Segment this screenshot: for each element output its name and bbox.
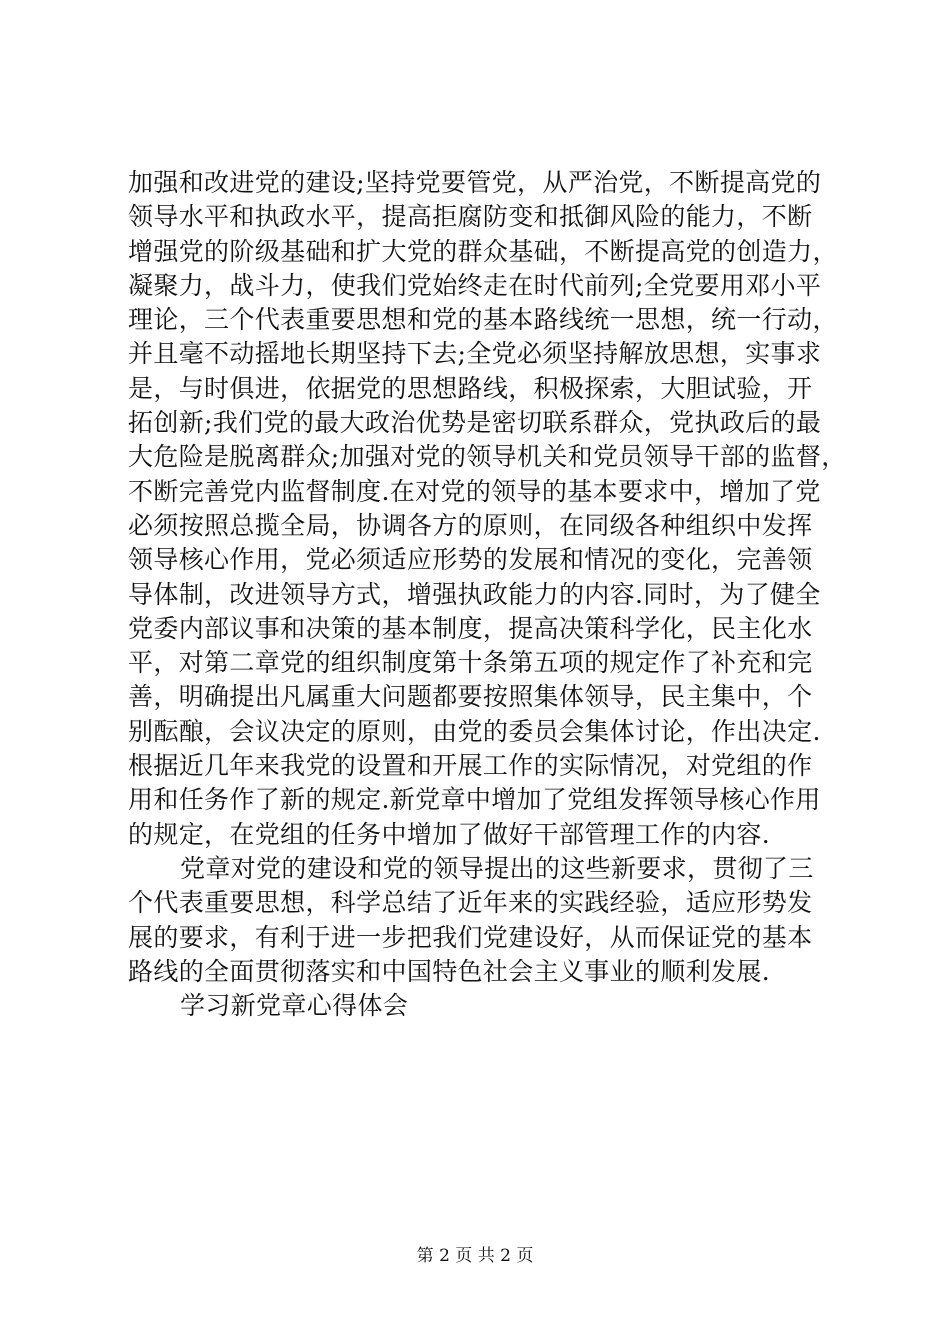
text-line: 凝聚力，战斗力，使我们党始终走在时代前列;全党要用邓小平	[128, 270, 822, 300]
text-line: 路线的全面贯彻落实和中国特色社会主义事业的顺利发展.	[128, 956, 771, 986]
text-line: 善，明确提出凡属重大问题都要按照集体领导，民主集中，个	[128, 682, 813, 712]
page-number-label: 第 2 页 共 2 页	[416, 1246, 534, 1266]
text-line: 理论，三个代表重要思想和党的基本路线统一思想，统一行动，	[128, 305, 838, 335]
text-line: 用和任务作了新的规定.新党章中增加了党组发挥领导核心作用	[128, 785, 821, 815]
text-line: 拓创新;我们党的最大政治优势是密切联系群众，党执政后的最	[128, 408, 822, 438]
text-line: 并且毫不动摇地长期坚持下去;全党必须坚持解放思想，实事求	[128, 339, 822, 369]
document-body	[128, 166, 848, 1023]
text-line: 导体制，改进领导方式，增强执政能力的内容.同时，为了健全	[128, 579, 821, 609]
text-line: 展的要求，有利于进一步把我们党建设好，从而保证党的基本	[128, 922, 813, 952]
text-line: 的规定，在党组的任务中增加了做好干部管理工作的内容.	[128, 819, 771, 849]
text-line: 领导水平和执政水平，提高拒腐防变和抵御风险的能力，不断	[128, 202, 813, 232]
text-line: 大危险是脱离群众;加强对党的领导机关和党员领导干部的监督，	[128, 442, 847, 472]
text-line: 增强党的阶级基础和扩大党的群众基础，不断提高党的创造力，	[128, 236, 838, 266]
text-line: 根据近几年来我党的设置和开展工作的实际情况，对党组的作	[128, 751, 813, 781]
text-line: 平，对第二章党的组织制度第十条第五项的规定作了补充和完	[128, 648, 813, 678]
text-line: 加强和改进党的建设;坚持党要管党，从严治党，不断提高党的	[128, 168, 822, 197]
text-line: 别酝酿，会议决定的原则，由党的委员会集体讨论，作出决定.	[128, 716, 821, 746]
paragraph-first-line: 党章对党的建设和党的领导提出的这些新要求，贯彻了三	[180, 853, 814, 883]
document-title-line: 学习新党章心得体会	[180, 991, 409, 1021]
text-line: 必须按照总揽全局，协调各方的原则，在同级各种组织中发挥	[128, 510, 813, 540]
text-line: 个代表重要思想，科学总结了近年来的实践经验，适应形势发	[128, 888, 813, 918]
text-line: 是，与时俱进，依据党的思想路线，积极探索，大胆试验，开	[128, 373, 813, 403]
text-line: 党委内部议事和决策的基本制度，提高决策科学化，民主化水	[128, 613, 813, 643]
page-footer	[0, 1244, 950, 1268]
text-line: 领导核心作用，党必须适应形势的发展和情况的变化，完善领	[128, 545, 813, 575]
text-line: 不断完善党内监督制度.在对党的领导的基本要求中，增加了党	[128, 476, 821, 506]
